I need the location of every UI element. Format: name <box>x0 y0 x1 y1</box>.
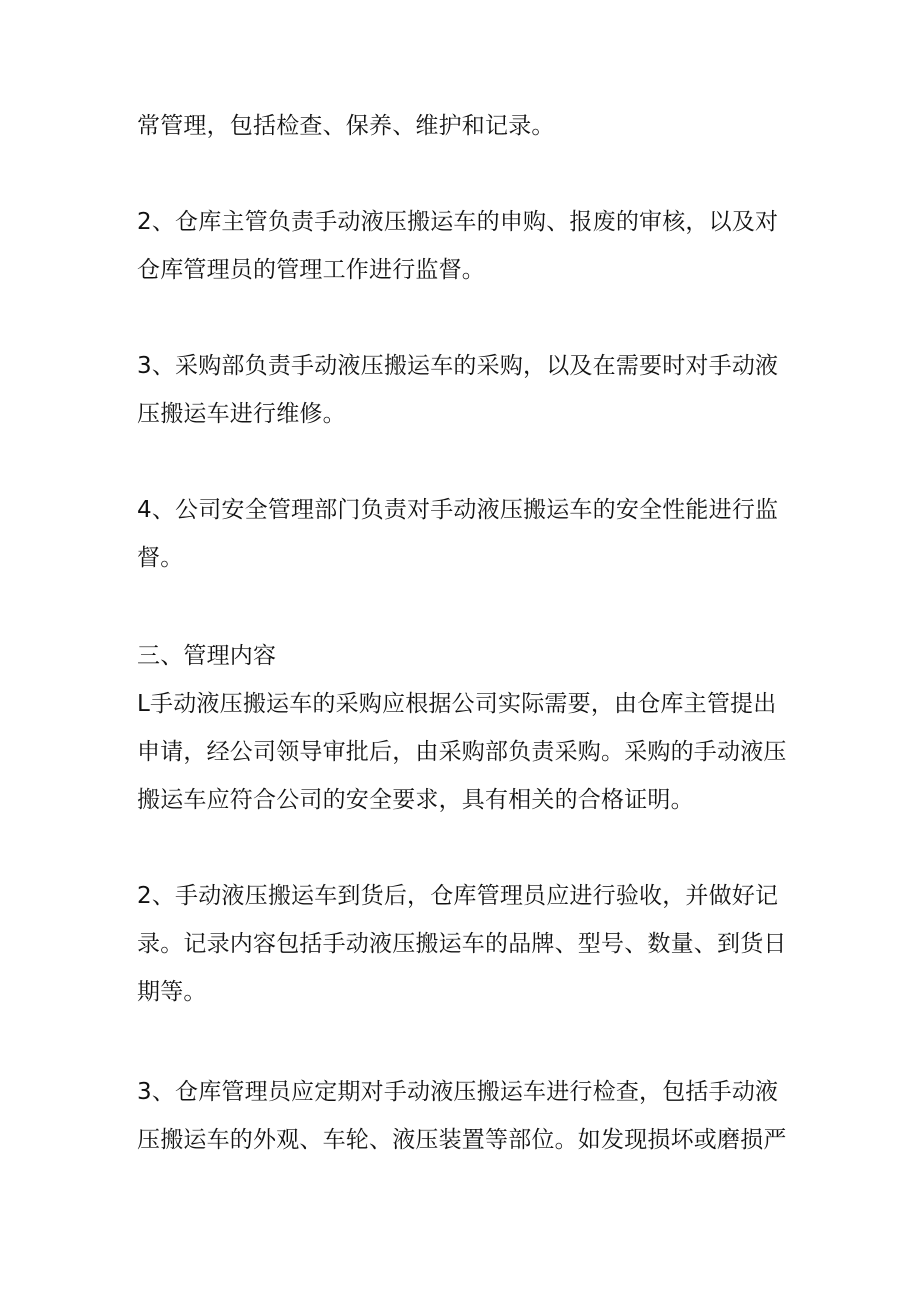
text-line: 申请，经公司领导审批后，由采购部负责采购。采购的手动液压 <box>137 739 787 765</box>
section-heading: 三、管理内容 <box>137 643 277 669</box>
text-line: 督。 <box>137 545 184 571</box>
paragraph-duty-3 <box>137 342 797 438</box>
text-line: 仓库管理员的管理工作进行监督。 <box>137 257 485 283</box>
text-line: 压搬运车进行维修。 <box>137 401 346 427</box>
text-line: L手动液压搬运车的采购应根据公司实际需要，由仓库主管提出 <box>137 691 777 717</box>
text-line: 2、手动液压搬运车到货后，仓库管理员应进行验收，并做好记 <box>137 883 779 909</box>
paragraph-duty-2 <box>137 198 797 294</box>
paragraph-item-2 <box>137 872 797 1016</box>
text-line: 2、仓库主管负责手动液压搬运车的申购、报废的审核，以及对 <box>137 209 779 235</box>
section-management-content <box>137 632 797 824</box>
text-line: 搬运车应符合公司的安全要求，具有相关的合格证明。 <box>137 787 694 813</box>
text-line: 3、仓库管理员应定期对手动液压搬运车进行检查，包括手动液 <box>137 1079 779 1105</box>
text-line: 期等。 <box>137 979 207 1005</box>
text-line: 4、公司安全管理部门负责对手动液压搬运车的安全性能进行监 <box>137 497 779 523</box>
text-line: 常管理，包括检查、保养、维护和记录。 <box>137 113 555 139</box>
paragraph-duty-4 <box>137 486 797 582</box>
text-line: 3、采购部负责手动液压搬运车的采购，以及在需要时对手动液 <box>137 353 779 379</box>
text-line: 压搬运车的外观、车轮、液压装置等部位。如发现损坏或磨损严 <box>137 1127 787 1153</box>
paragraph-duties-end <box>137 102 797 150</box>
paragraph-item-3 <box>137 1068 797 1164</box>
text-line: 录。记录内容包括手动液压搬运车的品牌、型号、数量、到货日 <box>137 931 787 957</box>
